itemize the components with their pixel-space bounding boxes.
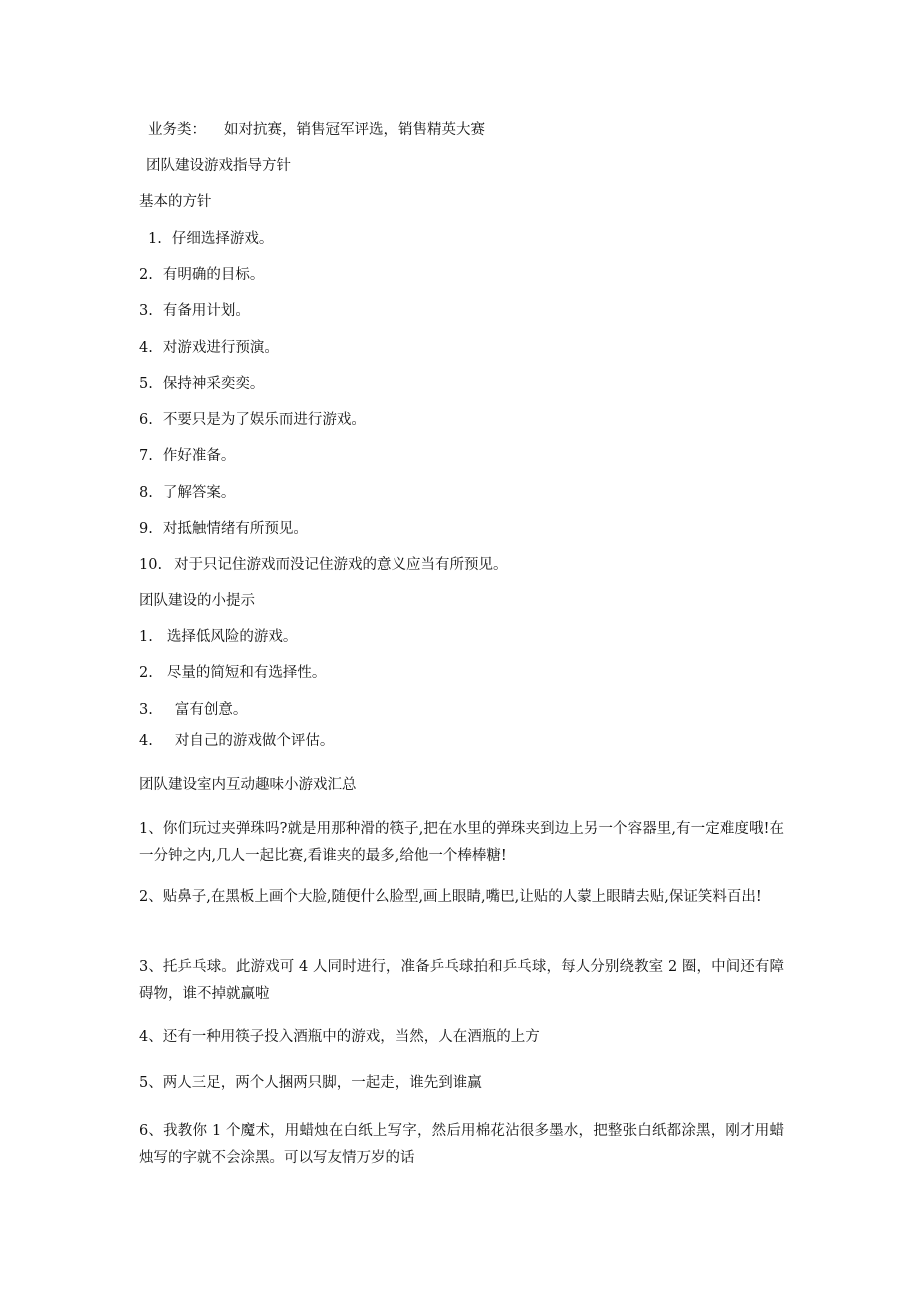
list-item [139, 519, 308, 539]
list-item-text: 富有创意。 [174, 702, 248, 718]
list-item-text: 作好准备。 [162, 448, 236, 464]
list-item-number: 2. [139, 665, 153, 681]
game-paragraph: 5、两人三足，两个人捆两只脚，一起走，谁先到谁赢 [139, 1075, 482, 1091]
list-item [139, 700, 247, 720]
list-item [139, 374, 264, 394]
list-item [139, 555, 508, 575]
category-text: 如对抗赛，销售冠军评选，销售精英大赛 [224, 122, 485, 138]
list-item-text: 仔细选择游戏。 [171, 231, 274, 247]
game-paragraph: 2、贴鼻子,在黑板上画个大脸,随便什么脸型,画上眼睛,嘴巴,让贴的人蒙上眼睛去贴,保证笑料百出! [139, 889, 762, 905]
list-item [139, 663, 326, 683]
list-item-text: 了解答案。 [162, 485, 236, 501]
list-item-text: 对抵触情绪有所预见。 [162, 521, 308, 537]
list-item-number: 5. [139, 376, 153, 392]
list-item-text: 尽量的简短和有选择性。 [166, 665, 327, 681]
basic-section-title: 基本的方针 [139, 194, 212, 210]
list-item-number: 1. [148, 231, 162, 247]
list-item-text: 对自己的游戏做个评估。 [174, 733, 335, 749]
list-item-number: 4. [139, 733, 153, 749]
list-item [139, 731, 334, 751]
list-item-text: 对于只记住游戏而没记住游戏的意义应当有所预见。 [174, 557, 508, 573]
list-item-number: 10. [139, 557, 163, 573]
games-section-title: 团队建设室内互动趣味小游戏汇总 [139, 777, 357, 793]
list-item-text: 选择低风险的游戏。 [166, 629, 298, 645]
game-paragraph: 4、还有一种用筷子投入酒瓶中的游戏，当然，人在酒瓶的上方 [139, 1029, 540, 1045]
list-item [139, 265, 264, 285]
list-item [139, 338, 279, 358]
list-item-number: 8. [139, 485, 153, 501]
list-item [139, 410, 366, 430]
list-item [139, 446, 235, 466]
list-item [139, 483, 235, 503]
list-item-number: 9. [139, 521, 153, 537]
game-paragraph: 3、托乒乓球。此游戏可 4 人同时进行，准备乒乓球拍和乒乓球，每人分别绕教室 2 圈，中间还有障碍物，谁不掉就赢啦 [139, 959, 784, 1002]
list-item-number: 3. [139, 303, 153, 319]
list-item [148, 229, 273, 249]
list-item [139, 301, 250, 321]
list-item-number: 2. [139, 267, 153, 283]
list-item-number: 7. [139, 448, 153, 464]
game-paragraph: 1、你们玩过夹弹珠吗?就是用那种滑的筷子,把在水里的弹珠夹到边上另一个容器里,有一定难度哦!在一分钟之内,几人一起比赛,看谁夹的最多,给他一个棒棒糖! [139, 821, 784, 864]
tips-section-title: 团队建设的小提示 [139, 593, 255, 609]
list-item-text: 对游戏进行预演。 [162, 340, 279, 356]
game-paragraph: 6、我教你 1 个魔术，用蜡烛在白纸上写字，然后用棉花沾很多墨水，把整张白纸都涂黑，刚才用蜡烛写的字就不会涂黑。可以写友情万岁的话 [139, 1123, 784, 1166]
list-item-number: 4. [139, 340, 153, 356]
category-label: 业务类： [148, 122, 206, 138]
list-item-text: 有明确的目标。 [162, 267, 265, 283]
list-item-text: 有备用计划。 [162, 303, 250, 319]
list-item-text: 不要只是为了娱乐而进行游戏。 [162, 412, 366, 428]
list-item-text: 保持神采奕奕。 [162, 376, 265, 392]
list-item-number: 3. [139, 702, 153, 718]
list-item-number: 1. [139, 629, 153, 645]
guide-title: 团队建设游戏指导方针 [146, 158, 291, 174]
list-item [139, 627, 297, 647]
list-item-number: 6. [139, 412, 153, 428]
category-line [148, 120, 485, 140]
